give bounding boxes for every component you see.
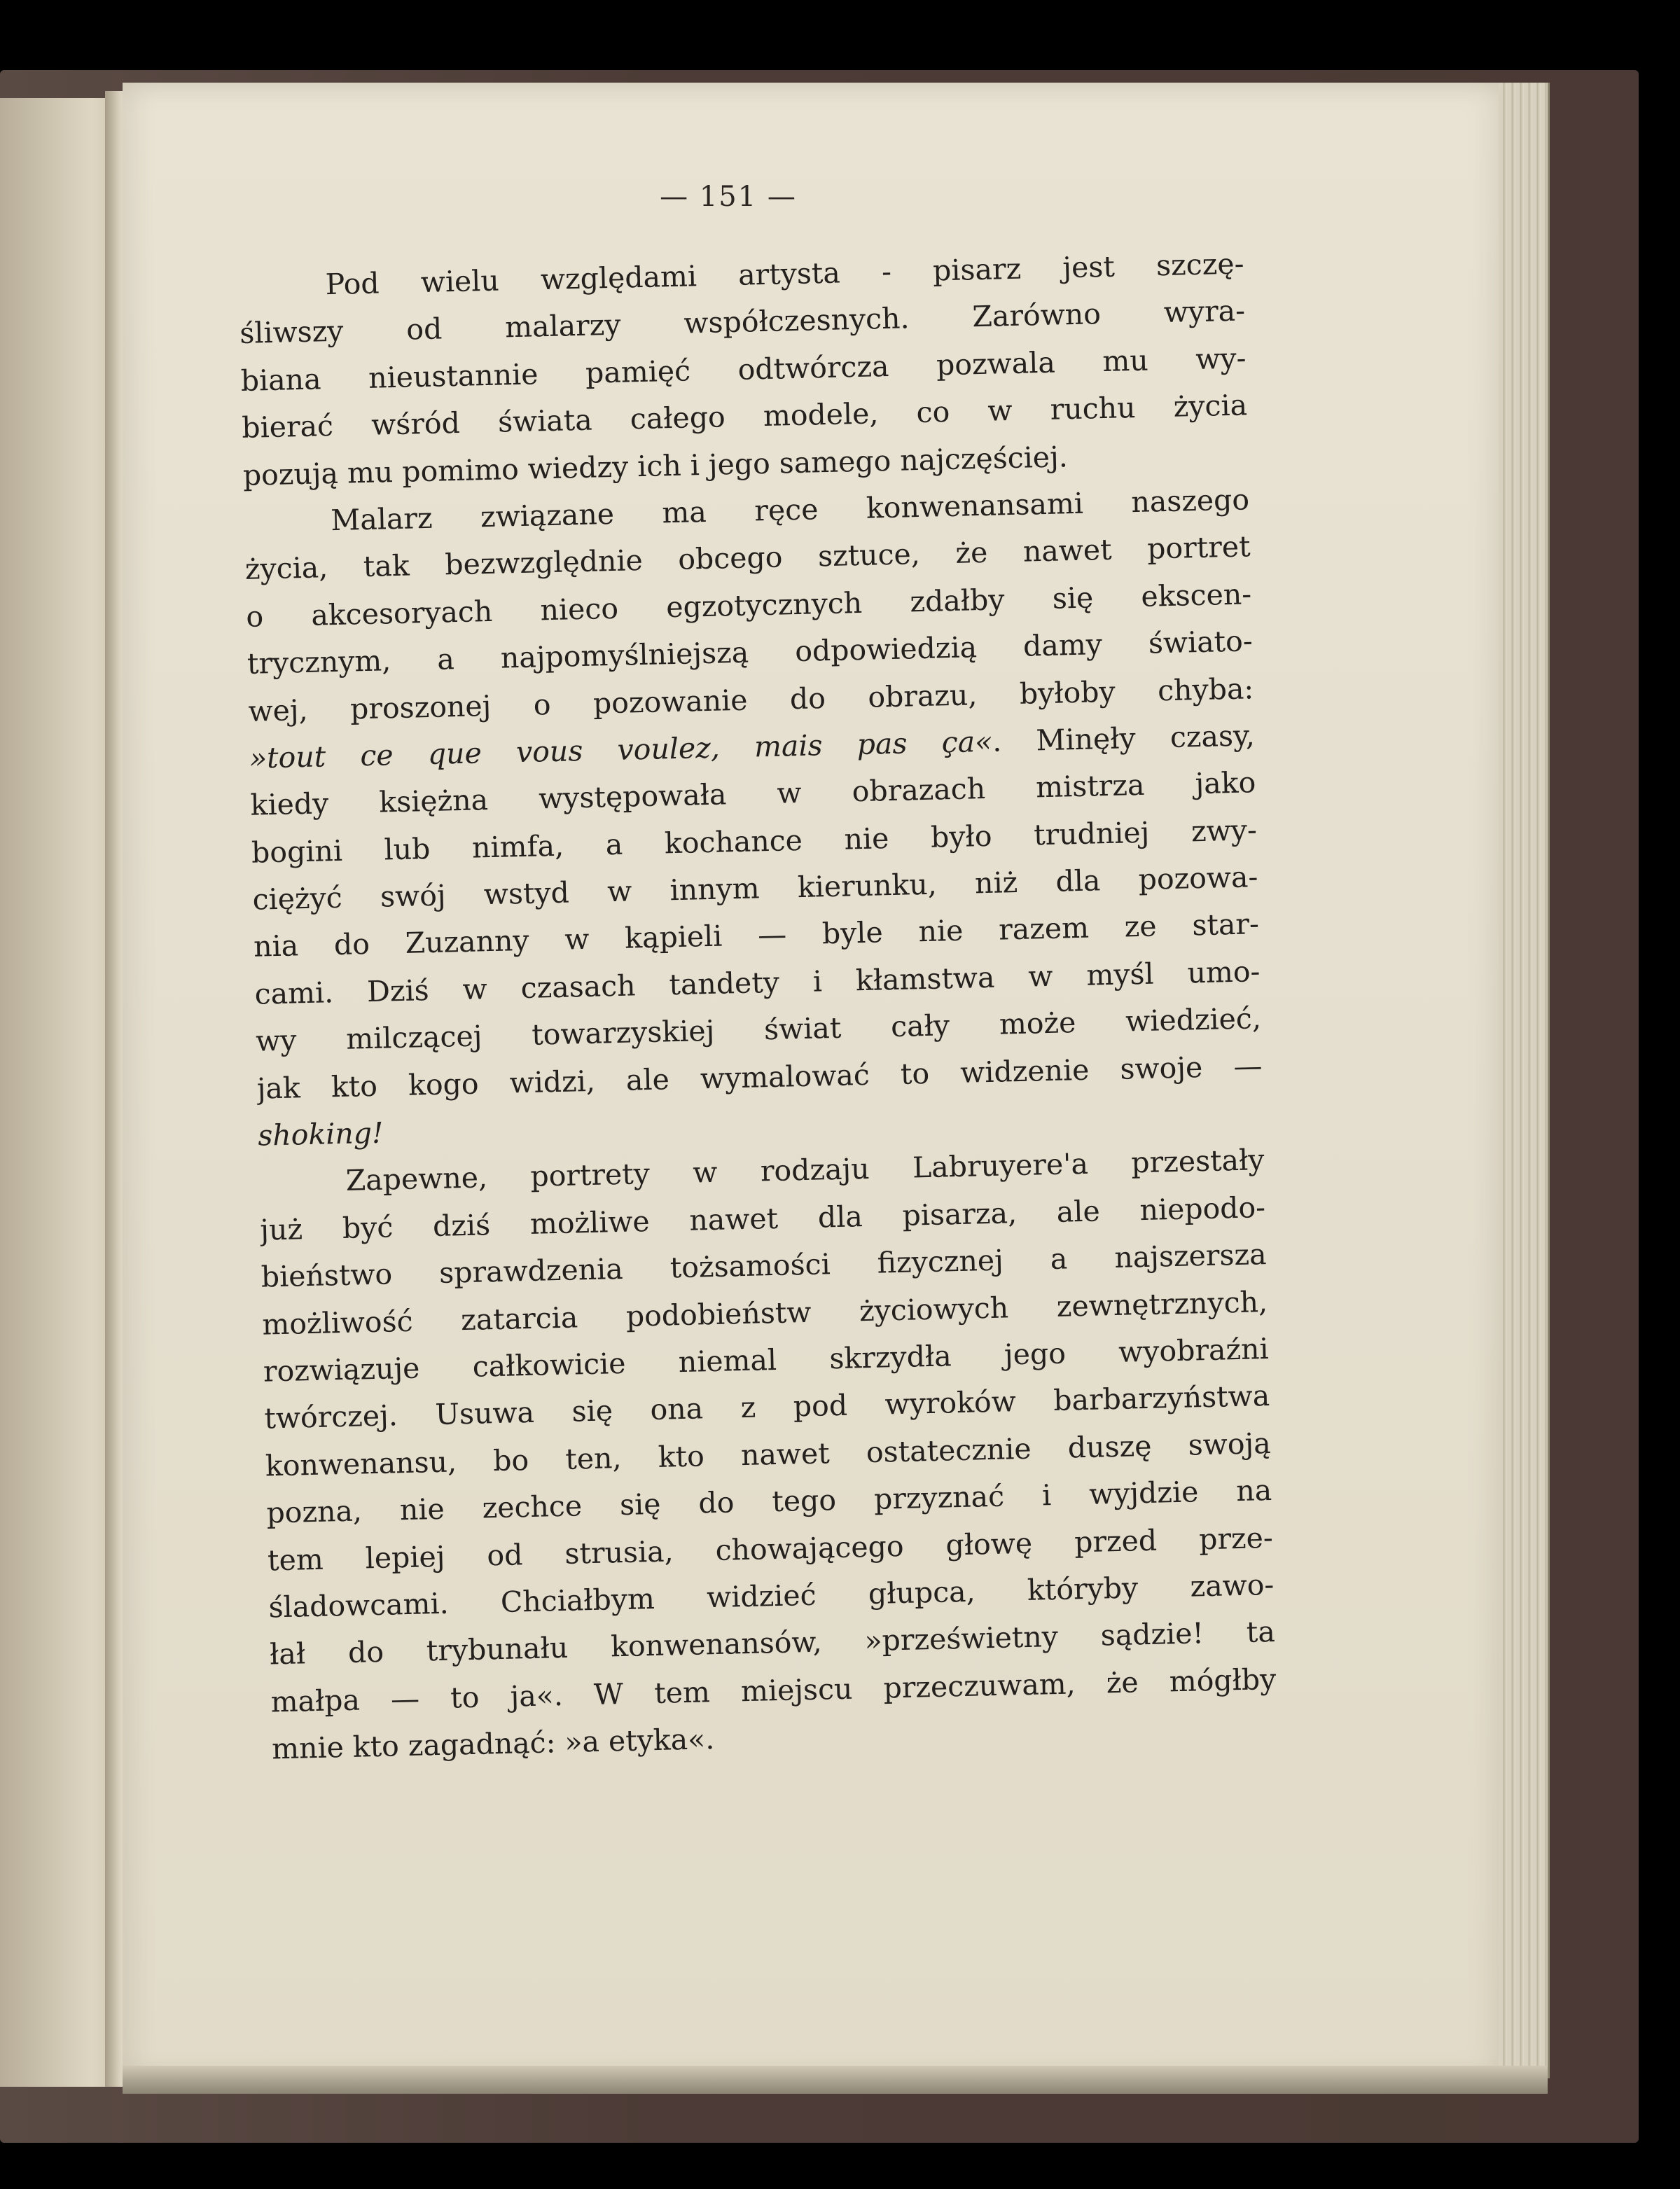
previous-page-edge [0,98,123,2087]
body-text [238,240,1278,1773]
line-text: konwenansu, bo ten, kto nawet ostatecznie duszę swoją [265,1426,1272,1483]
line-text: mnie kto zagadnąć: »a etyka«. [271,1722,715,1766]
line-text: tem lepiej od strusia, chowającego głowę przed prze- [267,1520,1274,1578]
line-text: już być dziś możliwe nawet dla pisarza, ale niepodo- [259,1190,1266,1247]
line-text: pozują mu pomimo wiedzy ich i jego samego najczęściej. [242,439,1069,492]
line-text: małpa — to ja«. W tem miejscu przeczuwam, że mógłby [270,1662,1277,1719]
line-text: wy milczącej towarzyskiej świat cały może wiedzieć, [255,1001,1262,1058]
page-bottom-edge [123,2066,1548,2094]
line-text: cami. Dziś w czasach tandety i kłamstwa w myśl umo- [254,954,1261,1011]
line-text: Zapewne, portrety w rodzaju Labruyere'a przestały [345,1143,1265,1198]
line-text: bogini lub nimfa, a kochance nie było trudniej zwy- [251,812,1258,870]
line-text: łał do trybunału konwenansów, »prześwietny sądzie! ta [269,1615,1276,1672]
line-text: Pod wielu względami artysta - pisarz jest szczę- [325,246,1244,302]
line-text: ciężyć swój wstyd w innym kierunku, niż dla pozowa- [252,860,1258,917]
line-text: . Minęły czasy, [992,718,1256,758]
line-text: Malarz związane ma ręce konwenansami naszego [330,482,1250,538]
line-text: bieństwo sprawdzenia tożsamości fizycznej a najszersza [261,1237,1268,1294]
line-text: trycznym, a najpomyślniejszą odpowiedzią damy świato- [247,624,1254,681]
page-number: — 151 — [660,181,797,213]
page-stack-edge [1499,83,1550,2078]
line-text: jak kto kogo widzi, ale wymalować to widzenie swoje — [256,1048,1263,1106]
line-text: twórczej. Usuwa się ona z pod wyroków barbarzyństwa [263,1379,1270,1436]
line-text: rozwiązuje całkowicie niemal skrzydła jego wyobraźni [263,1332,1270,1389]
line-text: życia, tak bezwzględnie obcego sztuce, że nawet portret [244,529,1251,587]
line-text: śladowcami. Chciałbym widzieć głupca, któryby zawo- [268,1567,1275,1625]
line-text: pozna, nie zechce się do tego przyznać i wyjdzie na [265,1473,1272,1530]
line-text: biana nieustannie pamięć odtwórcza pozwala mu wy- [240,341,1247,398]
italic-phrase: shoking! [257,1116,384,1153]
line-text: śliwszy od malarzy współczesnych. Zarówno wyra- [239,293,1246,351]
line-text: kiedy księżna występowała w obrazach mistrza jako [250,765,1256,823]
line-text: bierać wśród świata całego modele, co w ruchu życia [241,388,1248,445]
line-text: o akcesoryach nieco egzotycznych zdałby się ekscen- [245,577,1252,634]
line-text: wej, proszonej o pozowanie do obrazu, byłoby chyba: [247,671,1254,728]
line-text: możliwość zatarcia podobieństw życiowych zewnętrznych, [261,1284,1268,1342]
italic-phrase: »tout ce que vous voulez, mais pas ça« [249,724,993,775]
line-text: nia do Zuzanny w kąpieli — byle nie razem ze star- [253,907,1260,964]
